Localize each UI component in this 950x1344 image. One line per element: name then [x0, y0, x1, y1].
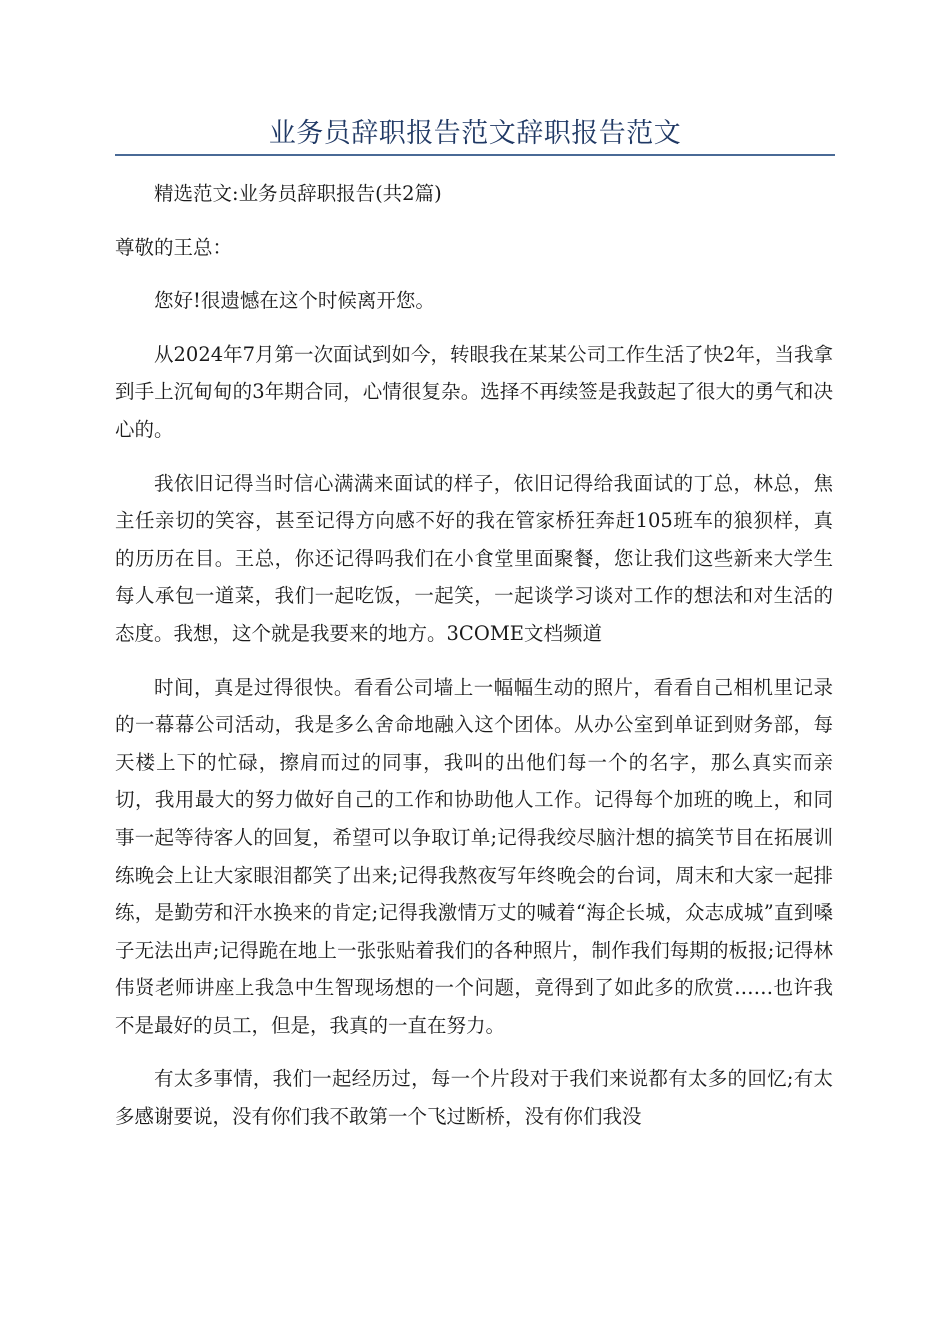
paragraph: 时间，真是过得很快。看看公司墙上一幅幅生动的照片，看看自己相机里记录的一幕幕公司活动，我是多么舍命地融入这个团体。从办公室到单证到财务部，每天楼上下的忙碌，擦肩而过的同事，我叫的出他们每一个的名字，那么真实而亲切，我用最大的努力做好自己的工作和协助他人工作。记得每个加班的晚上，和同事一起等待客人的回复，希望可以争取订单;记得我绞尽脑汁想的搞笑节目在拓展训练晚会上让大家眼泪都笑了出来;记得我熬夜写年终晚会的台词，周末和大家一起排练，是勤劳和汗水换来的肯定;记得我激情万丈的喊着“海企长城，众志成城”直到嗓子无法出声;记得跪在地上一张张贴着我们的各种照片，制作我们每期的板报;记得林伟贤老师讲座上我急中生智现场想的一个问题，竟得到了如此多的欣赏……也许我不是最好的员工，但是，我真的一直在努力。 — [115, 675, 833, 1037]
paragraph: 您好!很遗憾在这个时候离开您。 — [154, 289, 435, 313]
paragraph: 从2024年7月第一次面试到如今，转眼我在某某公司工作生活了快2年，当我拿到手上沉甸甸的3年期合同，心情很复杂。选择不再续签是我鼓起了很大的勇气和决心的。 — [115, 342, 833, 441]
title-underline — [115, 154, 835, 156]
document-subtitle: 精选范文:业务员辞职报告(共2篇) — [154, 182, 442, 205]
salutation: 尊敬的王总： — [115, 235, 233, 259]
document-title: 业务员辞职报告范文辞职报告范文 — [268, 118, 682, 149]
paragraph: 有太多事情，我们一起经历过，每一个片段对于我们来说都有太多的回忆;有太多感谢要说，没有你们我不敢第一个飞过断桥，没有你们我没 — [115, 1067, 833, 1129]
document-body — [115, 175, 833, 1152]
paragraph: 我依旧记得当时信心满满来面试的样子，依旧记得给我面试的丁总，林总，焦主任亲切的笑容，甚至记得方向感不好的我在管家桥狂奔赶105班车的狼狈样，真的历历在目。王总，你还记得吗我们在小食堂里面聚餐，您让我们这些新来大学生每人承包一道菜，我们一起吃饭，一起笑，一起谈学习谈对工作的想法和对生活的态度。我想，这个就是我要来的地方。3COME文档频道 — [115, 471, 833, 645]
